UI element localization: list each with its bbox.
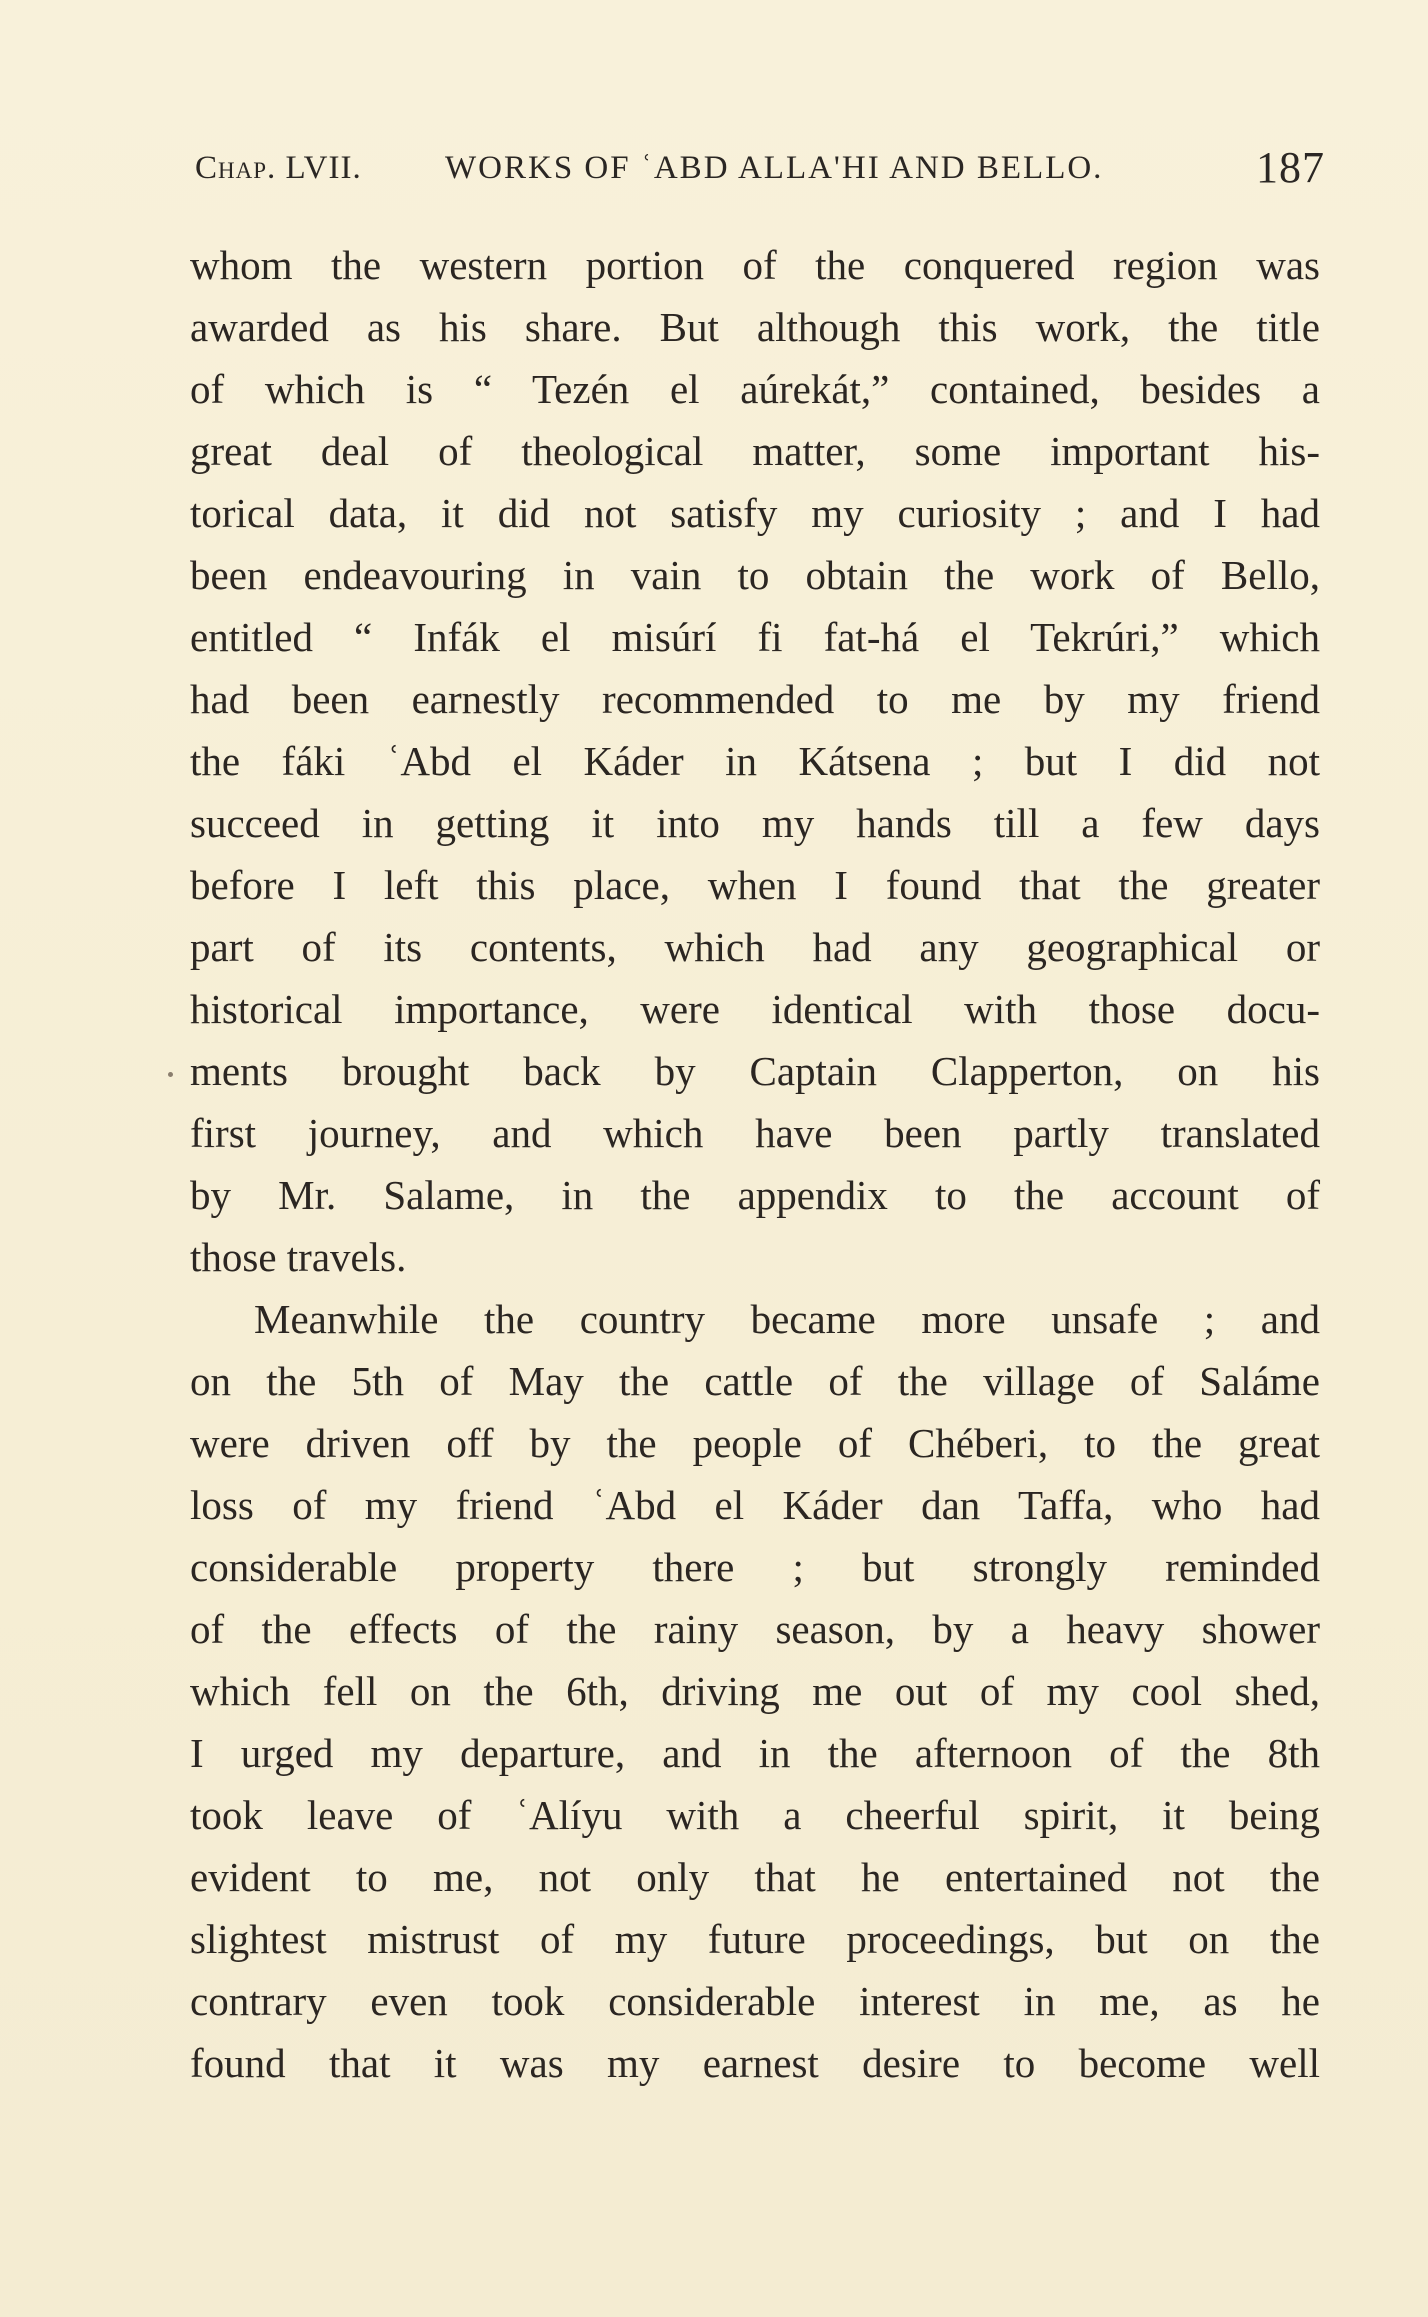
text-line: first journey, and which have been partly translated bbox=[190, 1110, 1320, 1156]
text-line: on the 5th of May the cattle of the village of Saláme bbox=[190, 1358, 1320, 1404]
text-line: were driven off by the people of Chéberi, to the great bbox=[190, 1420, 1320, 1466]
text-line: part of its contents, which had any geographical or bbox=[190, 924, 1320, 970]
text-line: great deal of theological matter, some important his- bbox=[190, 428, 1320, 474]
paragraph-start-line: Meanwhile the country became more unsafe ; and bbox=[254, 1296, 1320, 1342]
running-header bbox=[195, 142, 1325, 192]
text-line: historical importance, were identical with those docu- bbox=[190, 986, 1320, 1032]
text-line: whom the western portion of the conquered region was bbox=[190, 242, 1320, 288]
text-line: of which is “ Tezén el aúrekát,” contained, besides a bbox=[190, 366, 1320, 412]
text-line: awarded as his share. But although this work, the title bbox=[190, 304, 1320, 350]
text-line: found that it was my earnest desire to become well bbox=[190, 2040, 1320, 2086]
text-line: been endeavouring in vain to obtain the work of Bello, bbox=[190, 552, 1320, 598]
text-line: slightest mistrust of my future proceedings, but on the bbox=[190, 1916, 1320, 1962]
text-line: entitled “ Infák el misúrí fi fat-há el Tekrúri,” which bbox=[190, 614, 1320, 660]
text-line: torical data, it did not satisfy my curiosity ; and I had bbox=[190, 490, 1320, 536]
paper-speck bbox=[168, 1072, 173, 1077]
page-number: 187 bbox=[1256, 143, 1325, 192]
text-line: considerable property there ; but strongly reminded bbox=[190, 1544, 1320, 1590]
text-line: ments brought back by Captain Clapperton, on his bbox=[190, 1048, 1320, 1094]
text-line: loss of my friend ʿAbd el Káder dan Taffa, who had bbox=[190, 1482, 1320, 1528]
paragraph-end-line: those travels. bbox=[190, 1234, 407, 1280]
running-title: WORKS OF ʿABD ALLA'HI AND BELLO. bbox=[445, 150, 1104, 186]
text-line: which fell on the 6th, driving me out of my cool shed, bbox=[190, 1668, 1320, 1714]
text-line: succeed in getting it into my hands till a few days bbox=[190, 800, 1320, 846]
text-line: of the effects of the rainy season, by a heavy shower bbox=[190, 1606, 1320, 1652]
text-line: contrary even took considerable interest in me, as he bbox=[190, 1978, 1320, 2024]
text-line: I urged my departure, and in the afternoon of the 8th bbox=[190, 1730, 1320, 1776]
text-line: the fáki ʿAbd el Káder in Kátsena ; but I did not bbox=[190, 738, 1320, 784]
text-line: had been earnestly recommended to me by my friend bbox=[190, 676, 1320, 722]
text-line: took leave of ʿAlíyu with a cheerful spirit, it being bbox=[190, 1792, 1320, 1838]
text-line: evident to me, not only that he entertained not the bbox=[190, 1854, 1320, 1900]
text-line: by Mr. Salame, in the appendix to the account of bbox=[190, 1172, 1320, 1218]
chapter-label: Chap. LVII. bbox=[195, 150, 362, 186]
text-line: before I left this place, when I found that the greater bbox=[190, 862, 1320, 908]
body-text bbox=[190, 234, 1320, 2094]
